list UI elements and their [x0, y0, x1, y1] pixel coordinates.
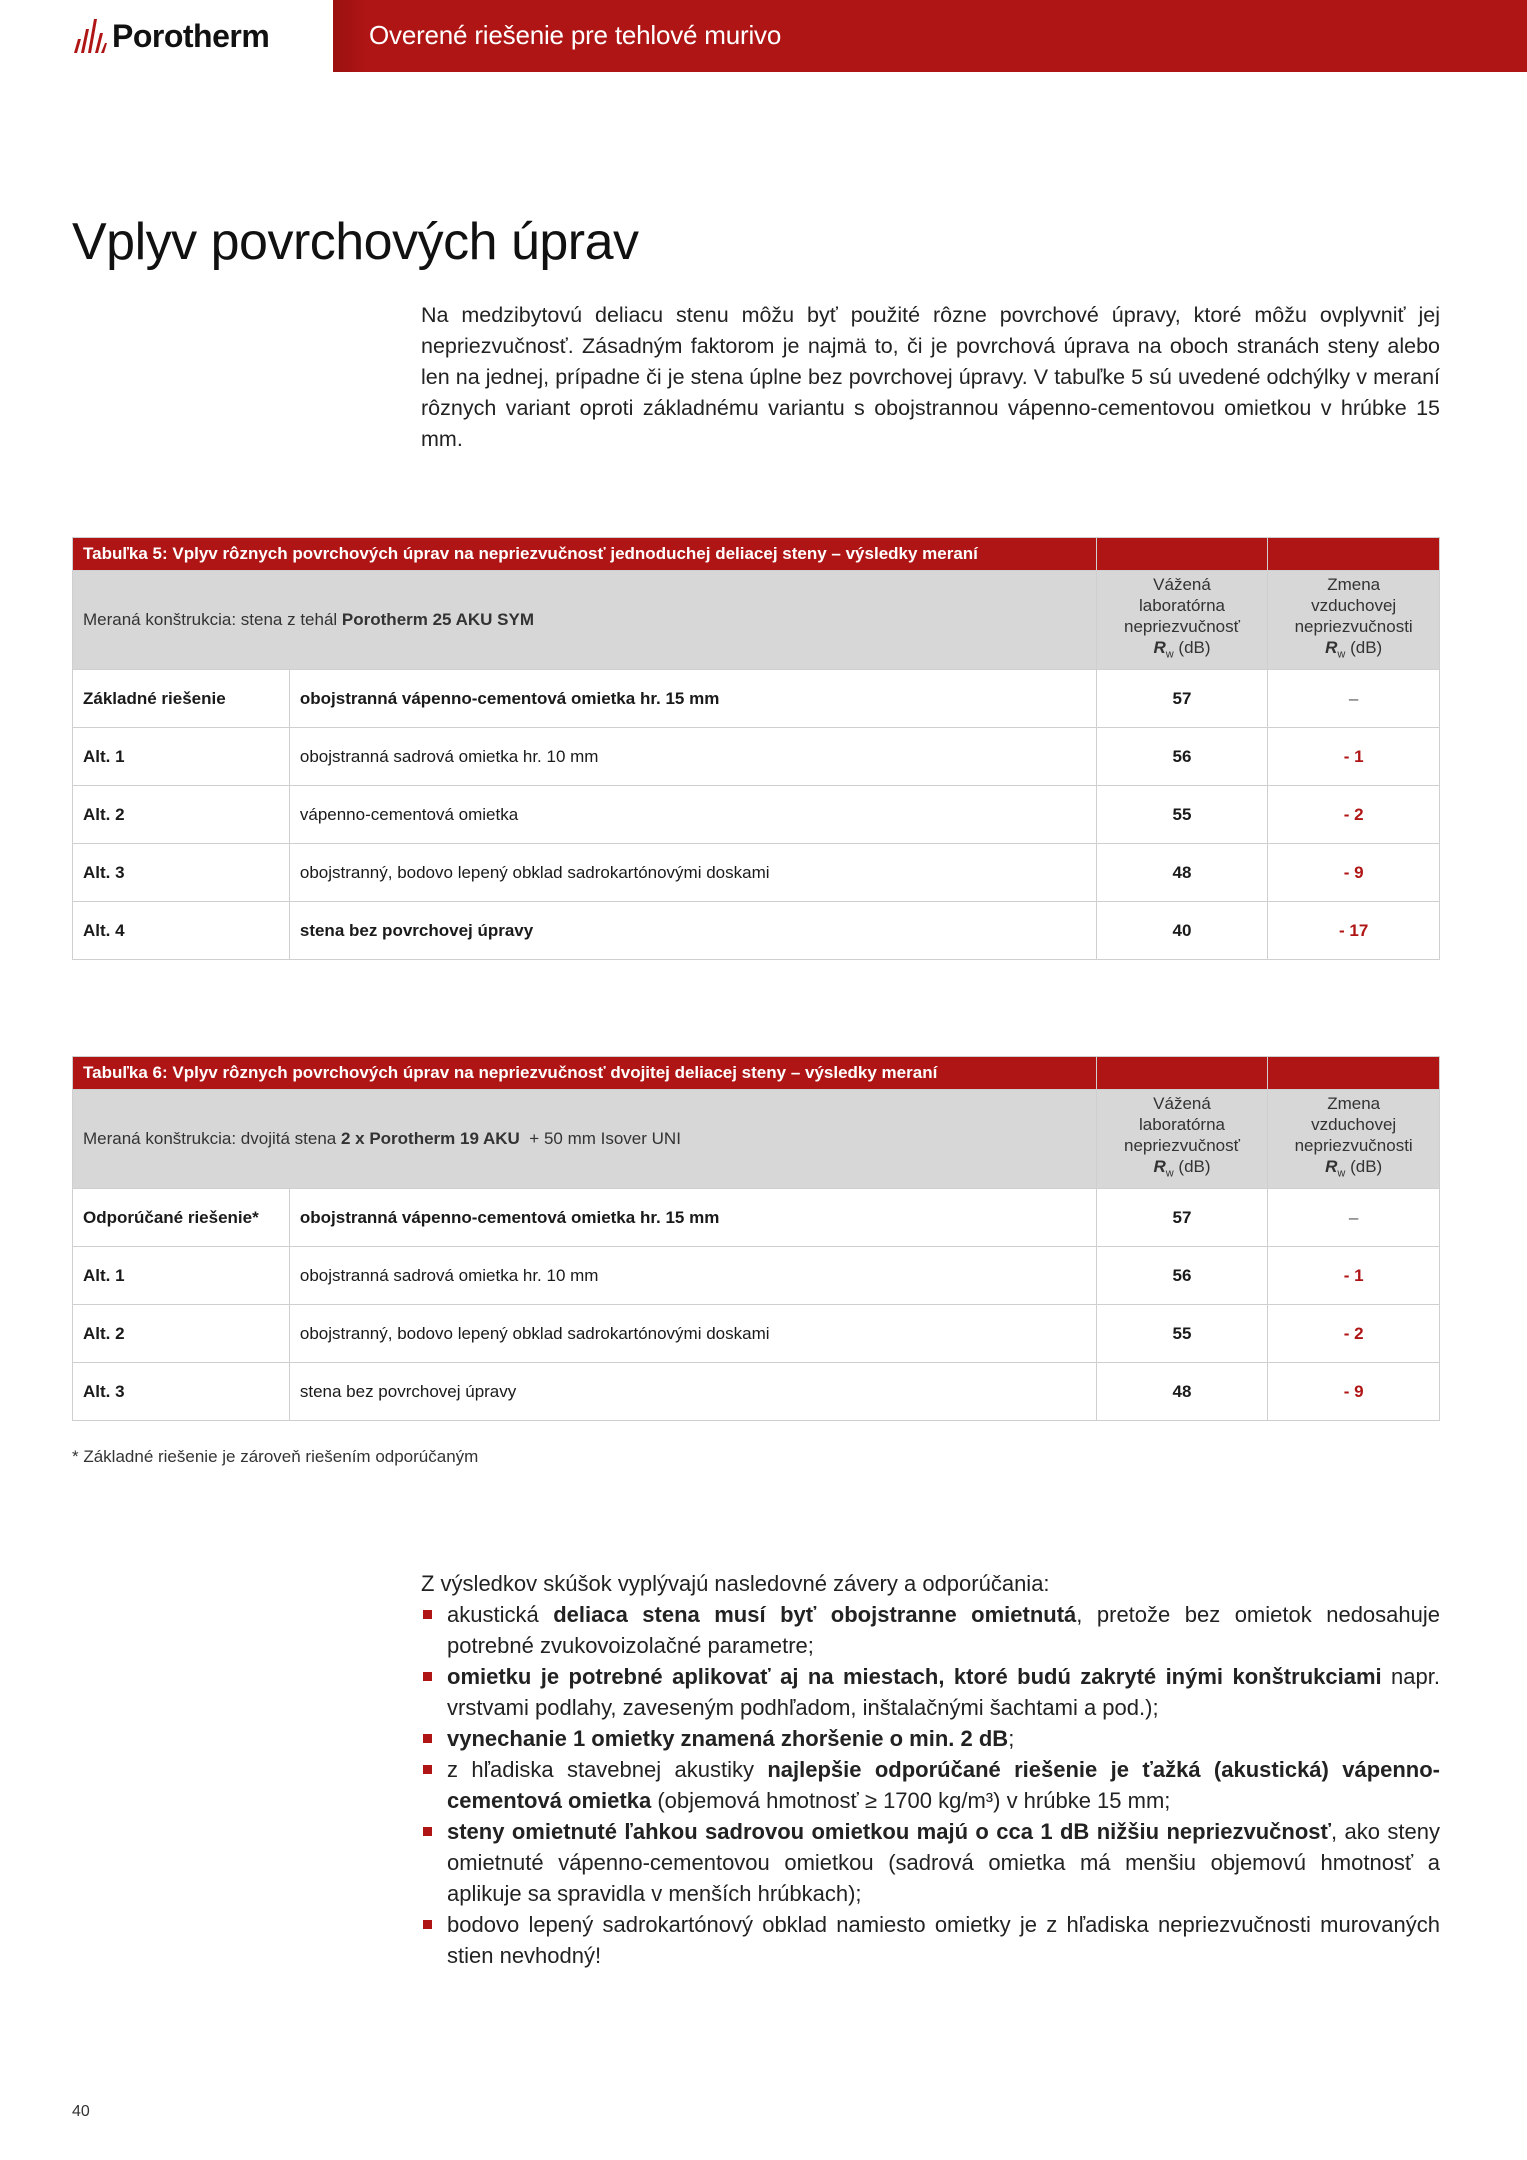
row-change-value: - 9	[1268, 1363, 1440, 1421]
header-line: nepriezvučnosti	[1294, 1136, 1413, 1156]
row-label: Alt. 3	[73, 844, 290, 902]
construction-product: 2 x Porotherm 19 AKU	[340, 1129, 520, 1148]
header-line: Vážená	[1153, 1094, 1211, 1114]
unit-label: (dB)	[1345, 1157, 1383, 1177]
rw-subscript: w	[1337, 648, 1346, 661]
logo-text: Porotherm	[112, 17, 270, 54]
row-change-value: - 2	[1268, 1305, 1440, 1363]
title-spacer	[1096, 538, 1268, 571]
square-bullet-icon	[423, 1672, 432, 1681]
col-header-change	[1268, 571, 1440, 670]
measured-construction	[73, 1090, 1097, 1189]
row-label: Alt. 1	[73, 728, 290, 786]
conclusion-text-post: , ako steny omietnuté vápenno-cementovou omietkou (sadrová omietka má menšiu objemovú hmotnosť a aplikuje sa spravidla v menších hrúbkach);	[447, 1819, 1441, 1906]
rw-subscript: w	[1165, 648, 1174, 661]
row-description: obojstranný, bodovo lepený obklad sadrokartónovými doskami	[289, 844, 1096, 902]
header-line: nepriezvučnosť	[1124, 1136, 1240, 1156]
row-rw-value: 48	[1096, 1363, 1268, 1421]
table-row	[73, 1363, 1440, 1421]
construction-label: Meraná konštrukcia: dvojitá stena	[83, 1129, 341, 1148]
unit-label: (dB)	[1345, 638, 1383, 658]
row-change-value: –	[1268, 1189, 1440, 1247]
measured-construction	[73, 571, 1097, 670]
header-line: vzduchovej	[1311, 596, 1397, 616]
banner-tagline: Overené riešenie pre tehlové murivo	[369, 20, 782, 50]
row-description: vápenno-cementová omietka	[289, 786, 1096, 844]
row-rw-value: 57	[1096, 1189, 1268, 1247]
conclusion-text-pre: z hľadiska stavebnej akustiky	[447, 1757, 768, 1782]
conclusion-text-pre: akustická	[447, 1602, 554, 1627]
square-bullet-icon	[423, 1610, 432, 1619]
table-title: Tabuľka 5: Vplyv rôznych povrchových úprav na nepriezvučnosť jednoduchej deliacej steny – výsledky meraní	[73, 538, 1097, 571]
row-rw-value: 56	[1096, 1247, 1268, 1305]
table-row	[73, 670, 1440, 728]
construction-extra: + 50 mm Isover UNI	[519, 1129, 681, 1148]
col-header-change	[1268, 1090, 1440, 1189]
row-rw-value: 48	[1096, 844, 1268, 902]
unit-label: (dB)	[1173, 1157, 1211, 1177]
row-rw-value: 56	[1096, 728, 1268, 786]
square-bullet-icon	[423, 1765, 432, 1774]
brick-logo-icon	[72, 17, 108, 55]
row-label: Alt. 2	[73, 786, 290, 844]
row-label: Alt. 4	[73, 902, 290, 960]
header-line: Zmena	[1327, 1094, 1381, 1114]
unit-label: (dB)	[1173, 638, 1211, 658]
square-bullet-icon	[423, 1920, 432, 1929]
rw-symbol: R	[1325, 1157, 1338, 1177]
row-change-value: - 9	[1268, 844, 1440, 902]
porotherm-logo	[72, 14, 269, 58]
row-description: obojstranná sadrová omietka hr. 10 mm	[289, 728, 1096, 786]
header-line: laboratórna	[1139, 596, 1226, 616]
header-line: nepriezvučnosť	[1124, 617, 1240, 637]
conclusion-text-post: ;	[1008, 1726, 1015, 1751]
conclusion-text-bold: vynechanie 1 omietky znamená zhoršenie o min. 2 dB	[447, 1726, 1009, 1751]
conclusion-item	[421, 1599, 1440, 1661]
row-label: Základné riešenie	[73, 670, 290, 728]
table-row	[73, 902, 1440, 960]
square-bullet-icon	[423, 1827, 432, 1836]
intro-paragraph: Na medzibytovú deliacu stenu môžu byť použité rôzne povrchové úpravy, ktoré môžu ovplyvniť jej nepriezvučnosť. Zásadným faktorom je najmä to, či je povrchová úprava na oboch stranách steny alebo len na jednej, prípadne či je stena úplne bez povrchovej úpravy. V tabuľke 5 sú uvedené odchýlky v meraní rôznych variant oproti základnému variantu s obojstrannou vápenno-cementovou omietkou v hrúbke 15 mm.	[421, 303, 1440, 451]
table-6	[72, 1056, 1440, 1421]
rw-symbol: R	[1153, 638, 1166, 658]
row-description: obojstranná vápenno-cementová omietka hr. 15 mm	[289, 1189, 1096, 1247]
conclusion-item	[421, 1661, 1440, 1723]
page-title: Vplyv povrchových úprav	[72, 213, 639, 271]
conclusions-list	[421, 1599, 1440, 1971]
row-description: stena bez povrchovej úpravy	[289, 1363, 1096, 1421]
table-row	[73, 786, 1440, 844]
table-row	[73, 1189, 1440, 1247]
table-footnote: * Základné riešenie je zároveň riešením odporúčaným	[72, 1447, 479, 1466]
row-description: obojstranná vápenno-cementová omietka hr. 15 mm	[289, 670, 1096, 728]
row-change-value: –	[1268, 670, 1440, 728]
rw-symbol: R	[1325, 638, 1338, 658]
conclusion-item	[421, 1909, 1440, 1971]
row-change-value: - 1	[1268, 1247, 1440, 1305]
header-line: laboratórna	[1139, 1115, 1226, 1135]
row-label: Alt. 2	[73, 1305, 290, 1363]
table-title-row	[73, 1057, 1440, 1090]
conclusion-item	[421, 1816, 1440, 1909]
col-header-rw	[1096, 1090, 1268, 1189]
conclusion-text-post: (objemová hmotnosť ≥ 1700 kg/m³) v hrúbke 15 mm;	[651, 1788, 1171, 1813]
conclusion-item	[421, 1723, 1440, 1754]
header-line: Zmena	[1327, 575, 1381, 595]
col-header-rw	[1096, 571, 1268, 670]
construction-label: Meraná konštrukcia: stena z tehál	[83, 610, 342, 629]
conclusion-text-post: napr. vrstvami podlahy, zaveseným podhľadom, inštalačnými šachtami a pod.);	[447, 1664, 1440, 1720]
conclusions-lead: Z výsledkov skúšok vyplývajú nasledovné závery a odporúčania:	[421, 1571, 1050, 1596]
rw-subscript: w	[1165, 1167, 1174, 1180]
table-row	[73, 1247, 1440, 1305]
conclusion-item	[421, 1754, 1440, 1816]
conclusion-text-bold: steny omietnuté ľahkou sadrovou omietkou majú o cca 1 dB nižšiu nepriezvučnosť	[447, 1819, 1332, 1844]
row-change-value: - 2	[1268, 786, 1440, 844]
row-description: obojstranný, bodovo lepený obklad sadrokartónovými doskami	[289, 1305, 1096, 1363]
header-line: Vážená	[1153, 575, 1211, 595]
row-description: stena bez povrchovej úpravy	[289, 902, 1096, 960]
conclusion-text-bold: najlepšie odporúčané riešenie je ťažká (akustická) vápenno-cementová omietka	[447, 1757, 1441, 1813]
row-change-value: - 1	[1268, 728, 1440, 786]
row-label: Alt. 3	[73, 1363, 290, 1421]
title-spacer	[1268, 1057, 1440, 1090]
table-title: Tabuľka 6: Vplyv rôznych povrchových úprav na nepriezvučnosť dvojitej deliacej steny – výsledky meraní	[73, 1057, 1097, 1090]
row-description: obojstranná sadrová omietka hr. 10 mm	[289, 1247, 1096, 1305]
row-rw-value: 57	[1096, 670, 1268, 728]
row-label: Alt. 1	[73, 1247, 290, 1305]
conclusion-text-post: , pretože bez omietok nedosahuje potrebné zvukovoizolačné parametre;	[447, 1602, 1440, 1658]
square-bullet-icon	[423, 1734, 432, 1743]
row-rw-value: 55	[1096, 786, 1268, 844]
header-line: nepriezvučnosti	[1294, 617, 1413, 637]
rw-symbol: R	[1153, 1157, 1166, 1177]
table-5	[72, 537, 1440, 960]
table-row	[73, 844, 1440, 902]
table-header-row	[73, 1090, 1440, 1189]
conclusion-text-pre: bodovo lepený sadrokartónový obklad namiesto omietky je z hľadiska nepriezvučnosti murovaných stien nevhodný!	[447, 1912, 1440, 1968]
page-number: 40	[72, 2103, 90, 2120]
table-row	[73, 1305, 1440, 1363]
rw-subscript: w	[1337, 1167, 1346, 1180]
row-rw-value: 55	[1096, 1305, 1268, 1363]
header-line: vzduchovej	[1311, 1115, 1397, 1135]
table-header-row	[73, 571, 1440, 670]
construction-product: Porotherm 25 AKU SYM	[341, 610, 534, 629]
row-label: Odporúčané riešenie*	[73, 1189, 290, 1247]
row-rw-value: 40	[1096, 902, 1268, 960]
title-spacer	[1096, 1057, 1268, 1090]
conclusions-section	[421, 1568, 1440, 1971]
header-banner	[333, 0, 1527, 72]
conclusion-text-bold: omietku je potrebné aplikovať aj na miestach, ktoré budú zakryté inými konštrukciami	[447, 1664, 1382, 1689]
table-title-row	[73, 538, 1440, 571]
conclusion-text-bold: deliaca stena musí byť obojstranne omietnutá	[553, 1602, 1077, 1627]
page-header	[0, 0, 1527, 72]
table-row	[73, 728, 1440, 786]
row-change-value: - 17	[1268, 902, 1440, 960]
title-spacer	[1268, 538, 1440, 571]
